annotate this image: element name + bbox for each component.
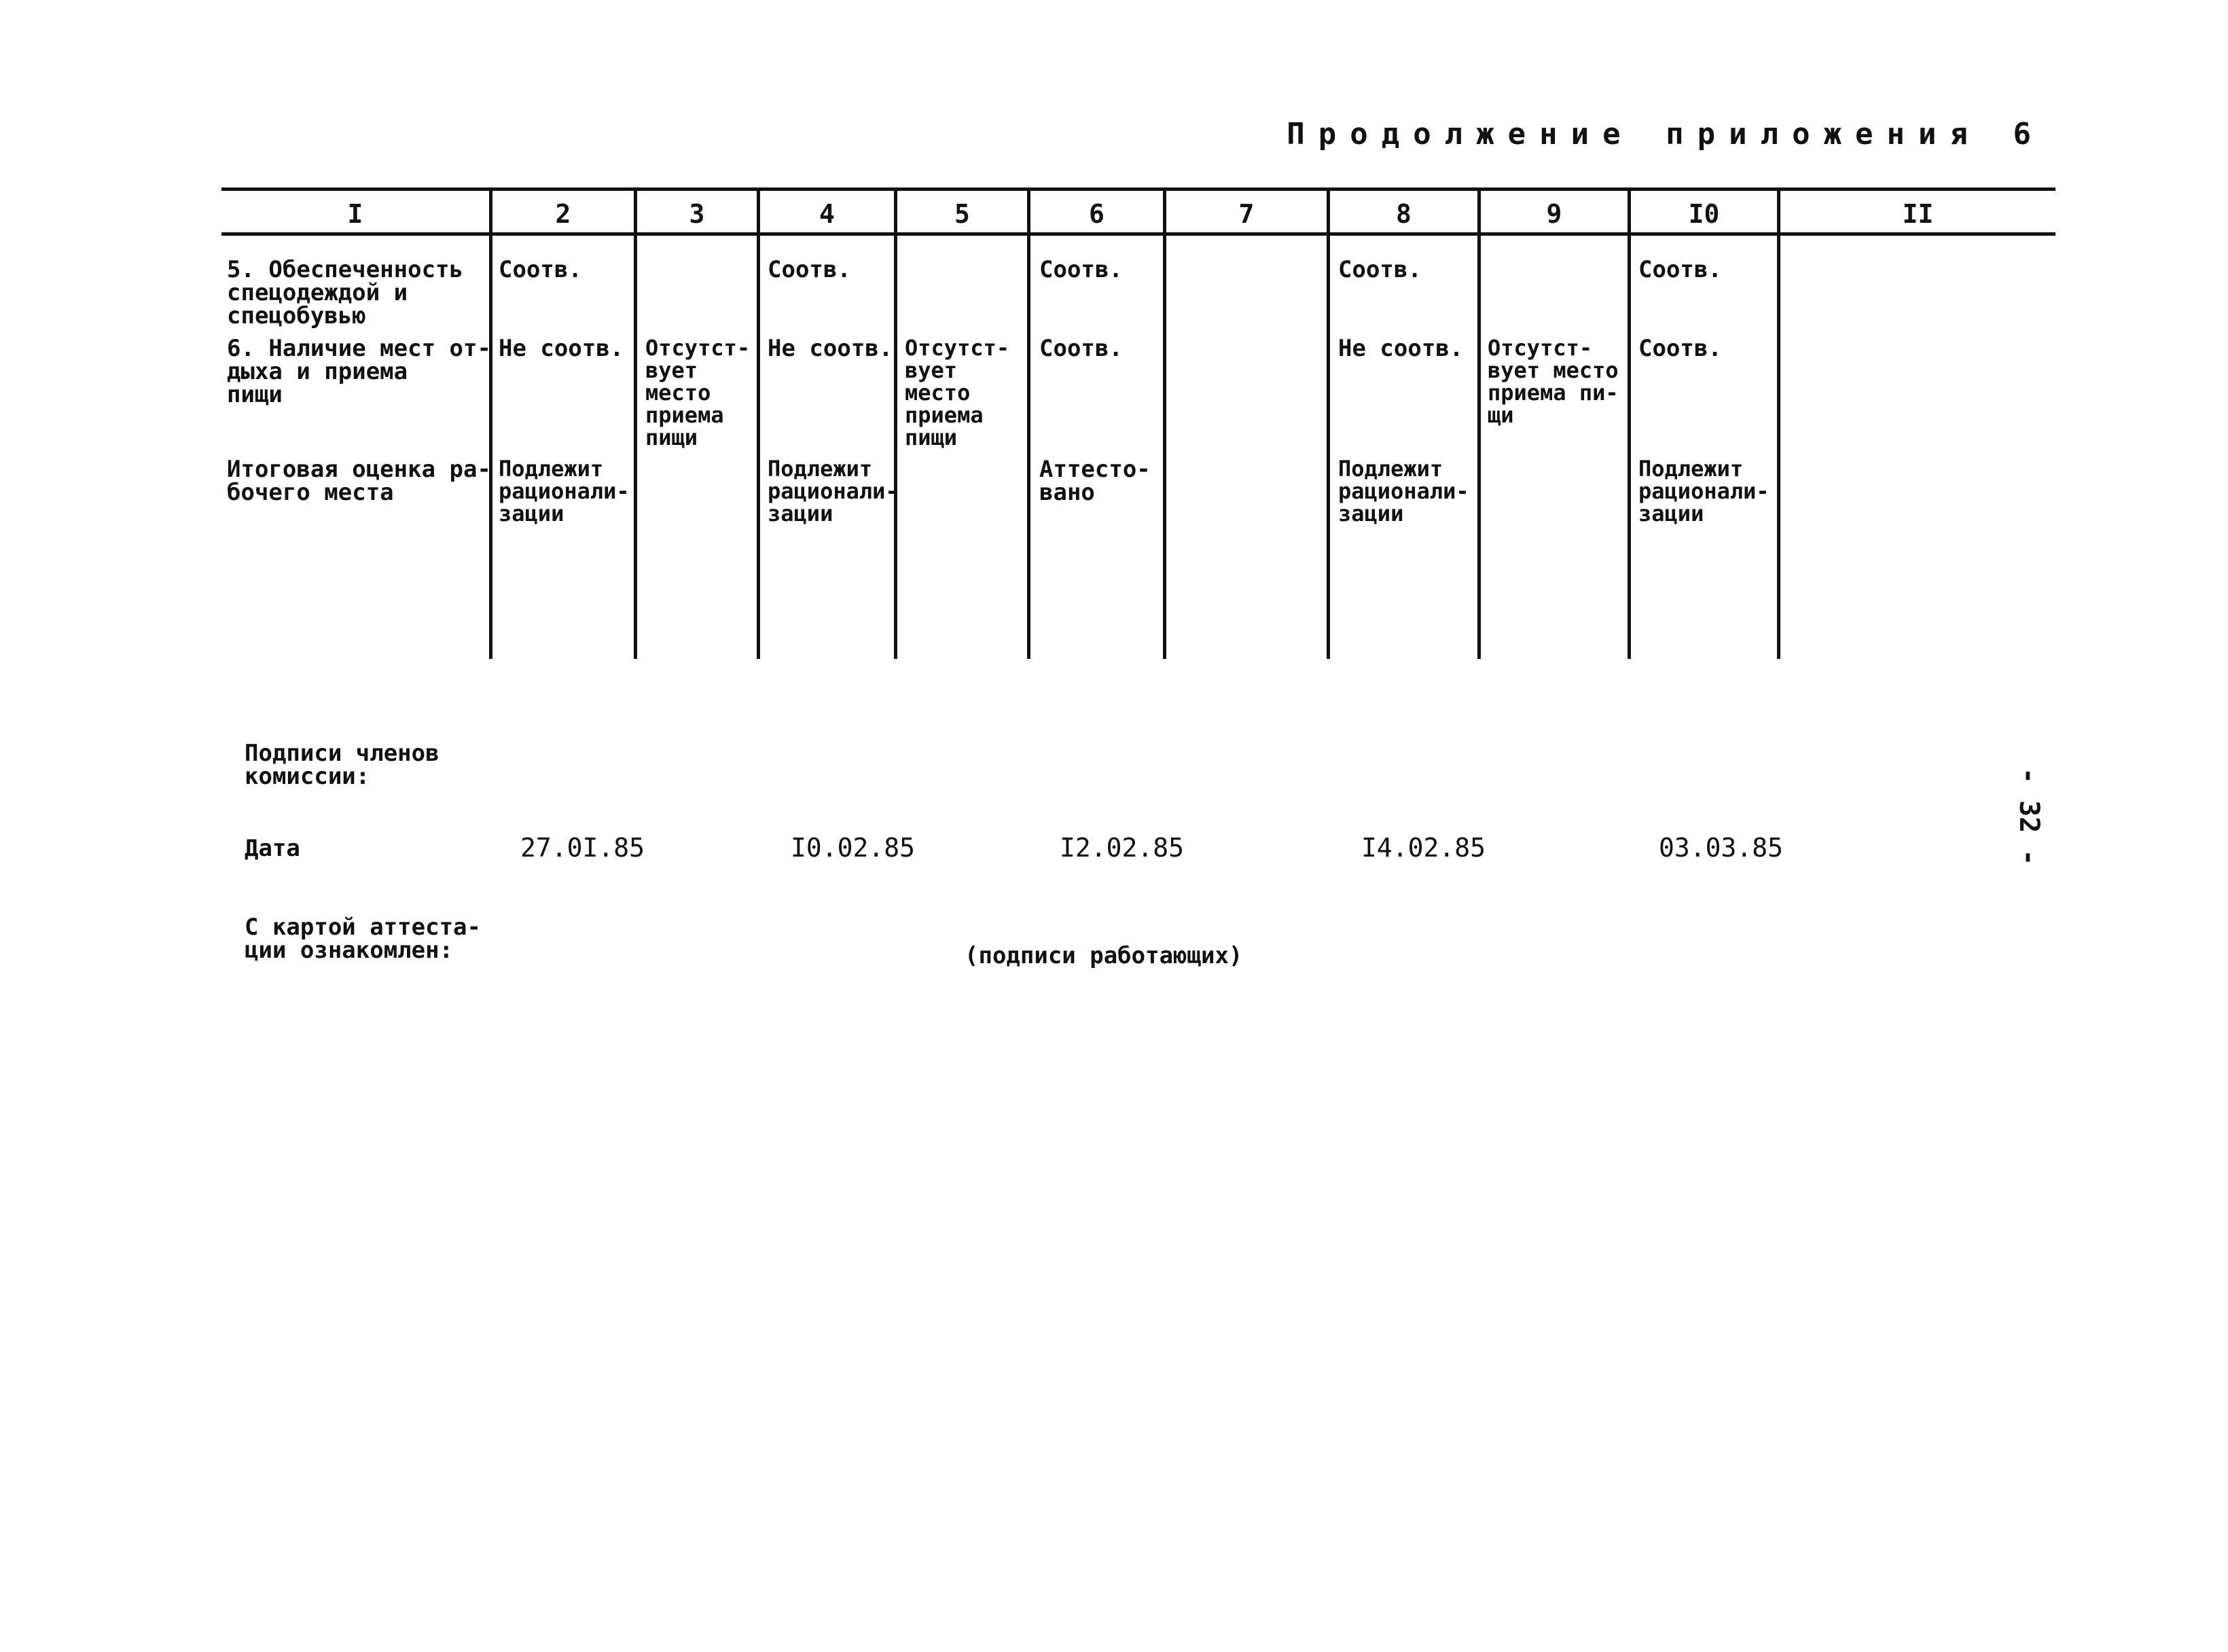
signatures-label: Подписи членов комиссии: [245,740,439,790]
table-cell: Отсутст- вует место приема пи- щи [1488,335,1619,428]
date-label: Дата [245,835,300,862]
table-cell: Отсутст- вует место приема пищи [645,335,751,450]
column-header: I0 [1688,199,1720,229]
table-cell: Соотв. [1338,256,1422,283]
table-cell: Соотв. [499,256,582,283]
table-cell: Подлежит рационали- зации [1638,456,1769,526]
page-heading: Продолжение приложения 6 [1287,117,2045,151]
date-value: I4.02.85 [1361,833,1486,863]
table-cell: Подлежит рационали- зации [1338,456,1469,526]
column-divider [1027,187,1030,659]
column-header: 2 [555,199,571,229]
date-value: 03.03.85 [1659,833,1784,863]
column-header: 4 [819,199,835,229]
acquainted-label: С картой аттеста- ции ознакомлен: [245,914,481,964]
column-divider [1777,187,1780,659]
table-header-rule [221,232,2055,236]
row-label-final-assessment: Итоговая оценка ра- бочего места [227,456,491,506]
table-cell: Соотв. [1039,256,1123,283]
date-value: 27.0I.85 [520,833,645,863]
column-divider [1327,187,1330,659]
date-value: I0.02.85 [791,833,916,863]
row-label-protective-clothing: 5. Обеспеченность спецодеждой и спецобувью [227,256,463,329]
column-divider [1477,187,1481,659]
workers-signatures-caption: (подписи работающих) [965,942,1243,969]
table-cell: Не соотв. [768,335,893,362]
date-value: I2.02.85 [1060,833,1185,863]
column-header: II [1902,199,1934,229]
column-divider [894,187,897,659]
table-cell: Не соотв. [1338,335,1464,362]
column-header: 9 [1546,199,1562,229]
column-header: 6 [1089,199,1104,229]
column-divider [1163,187,1166,659]
column-divider [634,187,637,659]
column-header: 7 [1238,199,1255,229]
column-header: 8 [1396,199,1412,229]
table-cell: Отсутст- вует место приема пищи [905,335,1010,450]
table-cell: Аттесто- вано [1039,456,1151,506]
page-number: - 32 - [2013,768,2045,866]
column-header: 5 [954,199,970,229]
table-cell: Подлежит рационали- зации [768,456,899,526]
table-cell: Соотв. [1638,335,1722,362]
row-label-rest-places: 6. Наличие мест от- дыха и приема пищи [227,335,491,408]
table-cell: Соотв. [768,256,851,283]
table-cell: Подлежит рационали- зации [499,456,630,526]
table-cell: Соотв. [1638,256,1722,283]
column-header: I [347,199,363,229]
table-cell: Не соотв. [499,335,624,362]
column-header: 3 [689,199,705,229]
table-cell: Соотв. [1039,335,1123,362]
column-divider [757,187,760,659]
table-top-rule [221,187,2055,191]
column-divider [1628,187,1631,659]
